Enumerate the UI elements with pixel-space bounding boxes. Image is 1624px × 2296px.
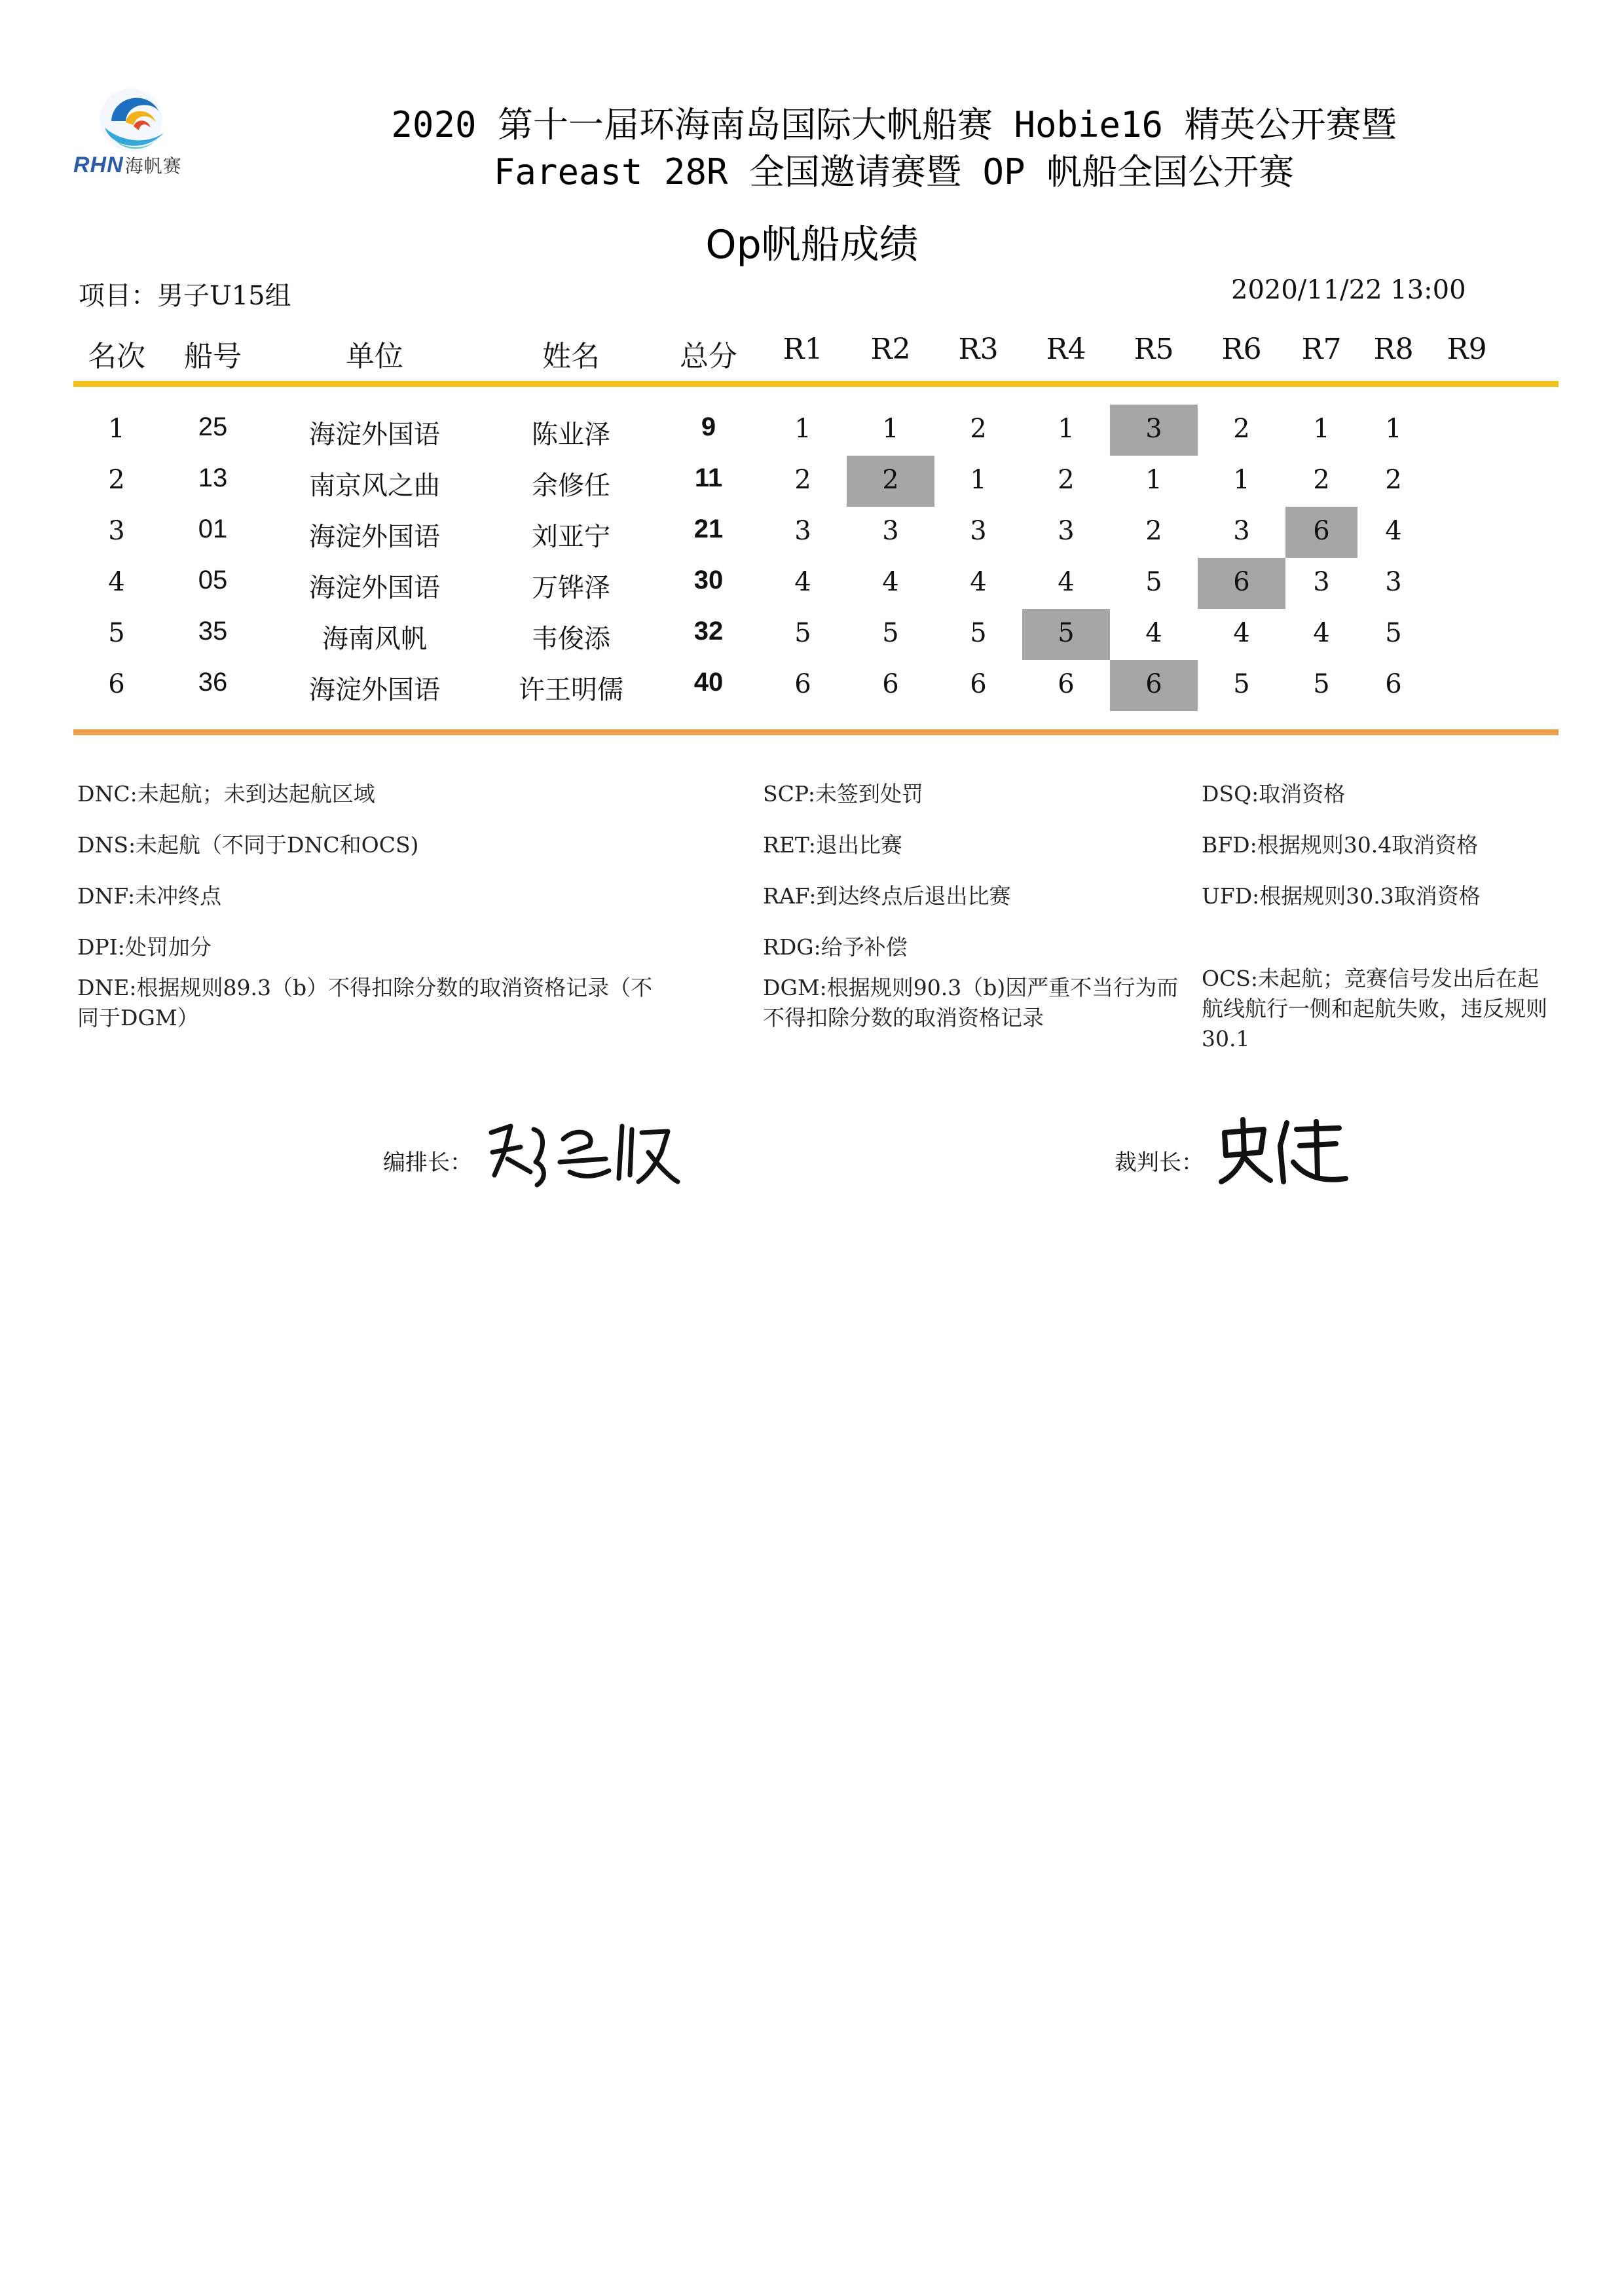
boat-number-cell: 36 [198,668,228,697]
total-points-cell: 40 [693,668,724,697]
race-score-cell: 2 [1145,516,1162,546]
legend-item: DNC:未起航；未到达起航区域 [77,781,375,807]
race-score-cell: 5 [794,618,811,648]
race-score-cell: 6 [1058,669,1075,699]
race-score-cell: 2 [1233,414,1250,444]
total-points-cell: 30 [693,566,724,594]
column-header: R8 [1373,333,1414,366]
race-score-cell: 6 [1233,567,1250,597]
rank-cell: 2 [108,465,125,495]
race-score-cell: 1 [794,414,811,444]
legend-item: DSQ:取消资格 [1202,781,1346,807]
legend-item: BFD:根据规则30.4取消资格 [1202,832,1479,858]
scorer-signature [485,1113,681,1192]
sailor-name-cell: 刘亚宁 [532,522,610,552]
race-score-cell: 2 [1313,465,1330,495]
race-score-cell: 6 [1313,516,1330,546]
race-score-cell: 4 [882,567,899,597]
legend-item: DPI:处罚加分 [77,934,212,960]
column-header: 单位 [346,340,403,373]
total-points-cell: 9 [701,412,716,441]
race-score-cell: 4 [1058,567,1075,597]
club-cell: 海淀外国语 [309,420,440,450]
sailor-name-cell: 韦俊添 [532,624,610,654]
race-score-cell: 3 [794,516,811,546]
club-cell: 海南风帆 [322,624,427,654]
rank-cell: 5 [108,618,125,648]
race-score-cell: 2 [1385,465,1402,495]
legend-item: OCS:未起航；竞赛信号发出后在起航线航行一侧和起航失败，违反规则30.1 [1202,966,1547,1051]
column-header: R5 [1134,333,1174,366]
sailor-name-cell: 余修任 [532,471,610,501]
legend-item: UFD:根据规则30.3取消资格 [1202,883,1481,909]
race-score-cell: 6 [882,669,899,699]
race-score-cell: 4 [1313,618,1330,648]
rank-cell: 4 [108,567,125,597]
race-score-cell: 3 [1313,567,1330,597]
total-points-cell: 21 [693,515,724,543]
race-score-cell: 6 [1145,669,1162,699]
race-score-cell: 5 [882,618,899,648]
column-header: R3 [958,333,999,366]
legend-item: RET:退出比赛 [763,832,902,858]
race-score-cell: 5 [1233,669,1250,699]
logo-wordmark: RHN海帆赛 [73,153,182,177]
race-score-cell: 6 [1385,669,1402,699]
race-score-cell: 4 [1233,618,1250,648]
column-header: 总分 [680,340,737,373]
race-score-cell: 1 [1313,414,1330,444]
race-score-cell: 2 [882,465,899,495]
results-title: Op帆船成绩 [705,222,919,268]
rank-cell: 6 [108,669,125,699]
legend-item: RDG:给予补偿 [763,934,908,960]
legend-item: DGM:根据规则90.3（b)因严重不当行为而不得扣除分数的取消资格记录 [763,975,1179,1030]
club-cell: 海淀外国语 [309,573,440,603]
sailor-name-cell: 万铧泽 [532,573,610,603]
club-cell: 南京风之曲 [309,471,440,501]
race-score-cell: 2 [970,414,987,444]
column-header: R6 [1221,333,1262,366]
column-header: R7 [1301,333,1342,366]
race-score-cell: 1 [1233,465,1250,495]
rank-cell: 1 [108,414,125,444]
legend-item: DNF:未冲终点 [77,883,222,909]
boat-number-cell: 25 [198,412,228,441]
race-score-cell: 1 [970,465,987,495]
race-score-cell: 5 [970,618,987,648]
judge-label: 裁判长： [1115,1150,1204,1176]
race-score-cell: 5 [1385,618,1402,648]
legend-item: DNE:根据规则89.3（b）不得扣除分数的取消资格记录（不同于DGM） [77,975,653,1030]
club-cell: 海淀外国语 [309,522,440,552]
column-header: R4 [1046,333,1086,366]
race-score-cell: 1 [1058,414,1075,444]
total-points-cell: 11 [694,464,723,492]
race-score-cell: 5 [1313,669,1330,699]
judge-signature [1218,1116,1349,1188]
race-score-cell: 6 [970,669,987,699]
legend-item: RAF:到达终点后退出比赛 [763,883,1011,909]
sailor-name-cell: 许王明儒 [519,675,623,705]
column-header: 姓名 [542,340,600,373]
legend-item: DNS:未起航（不同于DNC和OCS) [77,832,419,858]
header-rule [73,381,1559,387]
club-cell: 海淀外国语 [309,675,440,705]
race-score-cell: 4 [970,567,987,597]
race-score-cell: 3 [970,516,987,546]
report-datetime: 2020/11/22 13:00 [1231,275,1466,305]
race-score-cell: 2 [794,465,811,495]
sailor-name-cell: 陈业泽 [532,420,610,450]
legend-item: SCP:未签到处罚 [763,781,924,807]
boat-number-cell: 35 [198,617,228,646]
scorer-label: 编排长： [383,1150,472,1176]
boat-number-cell: 13 [198,464,228,492]
race-score-cell: 4 [1145,618,1162,648]
column-header: 名次 [88,340,145,373]
race-score-cell: 4 [794,567,811,597]
column-header: 船号 [184,340,242,373]
boat-number-cell: 01 [198,515,228,543]
race-score-cell: 3 [1145,414,1162,444]
race-score-cell: 4 [1385,516,1402,546]
column-header: R2 [870,333,911,366]
column-header: R1 [783,333,823,366]
total-points-cell: 32 [693,617,724,646]
race-score-cell: 1 [1145,465,1162,495]
race-score-cell: 1 [1385,414,1402,444]
category-label: 项目：男子U15组 [79,281,291,311]
race-score-cell: 2 [1058,465,1075,495]
race-score-cell: 5 [1058,618,1075,648]
column-header: R9 [1447,333,1487,366]
race-score-cell: 3 [1385,567,1402,597]
race-score-cell: 5 [1145,567,1162,597]
event-title-line2: Fareast 28R 全国邀请赛暨 OP 帆船全国公开赛 [493,151,1295,192]
race-score-cell: 1 [882,414,899,444]
event-title-line1: 2020 第十一届环海南岛国际大帆船赛 Hobie16 精英公开赛暨 [391,104,1397,145]
race-score-cell: 3 [1233,516,1250,546]
race-score-cell: 6 [794,669,811,699]
race-score-cell: 3 [1058,516,1075,546]
rank-cell: 3 [108,516,125,546]
boat-number-cell: 05 [198,566,228,594]
race-score-cell: 3 [882,516,899,546]
footer-rule [73,729,1559,735]
